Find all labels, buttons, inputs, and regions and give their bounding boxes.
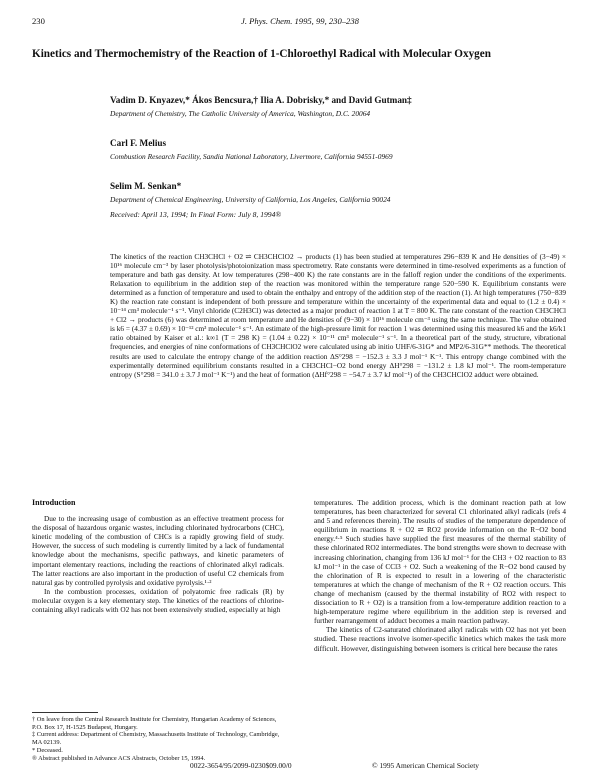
copyright: © 1995 American Chemical Society bbox=[372, 761, 480, 770]
article-title: Kinetics and Thermochemistry of the Reaction of 1-Chloroethyl Radical with Molecular Oxygen bbox=[32, 48, 491, 60]
intro-paragraph-2: In the combustion processes, oxidation of polyatomic free radicals (R) by molecular oxygen is a key elementary step. The kinetics of the reactions of chlorine-containing alkyl radicals with O2 has not been extensively studied, especially at high bbox=[32, 586, 284, 615]
affiliation-2: Combustion Research Facility, Sandia National Laboratory, Livermore, California 94551-0969 bbox=[110, 152, 393, 161]
footnote-4: ® Abstract published in Advance ACS Abstracts, October 15, 1994. bbox=[32, 754, 206, 762]
author-list-3: Selim M. Senkan* bbox=[110, 181, 182, 191]
intro-paragraph-3: temperatures. The addition process, which is the dominant reaction path at low temperatures, has been characterized for several C1 chlorinated alkyl radicals (refs 4 and 5 and references therein). The results of studies of the temperature dependence of equilibrium in reactions R + O2 ⇌ RO2 provide information on the R−O2 bond energy.⁴·⁵ Such studies have supplied the first measures of the thermal stability of these chlorinated RO2 intermediates. The bond strengths were shown to decrease with increasing chlorination, changing from 136 kJ mol⁻¹ for the CH3 + O2 reaction to 83 kJ mol⁻¹ in the case of CCl3 + O2. Such a weakening of the R−O2 bond caused by the chlorination of R is expected to result in a lowering of the characteristic temperatures at which the change of mechanism of the R + O2 reaction occurs. This change of mechanism (caused by the thermal instability of RO2 with respect to dissociation to R + O2) is a transition from a low-temperature addition reaction to a high-temperature regime where equilibrium in the addition step is reversed and further rearrangement of adduct becomes a main reaction pathway. bbox=[314, 498, 566, 626]
left-column bbox=[32, 498, 284, 614]
footnote-3: * Deceased. bbox=[32, 746, 63, 754]
intro-paragraph-1: Due to the increasing usage of combustion as an effective treatment process for the disposal of hazardous organic wastes, including chlorinated hydrocarbons (CHC), kinetic modeling of the combustion of CHCs is a rapidly growing field of study. However, the success of such modeling is currently limited by a lack of fundamental knowledge about the mechanisms, specific pathways, and kinetic parameters of important elementary reactions, including the reactions of chlorinated alkyl radicals. The latter reactions are also important in the production of useful C2 chemicals from natural gas by controlled pyrolysis and oxidative pyrolysis.¹·² bbox=[32, 514, 284, 587]
page-number: 230 bbox=[32, 16, 45, 26]
abstract: The kinetics of the reaction CH3CHCl + O2 ⇌ CH3CHClO2 → products (1) has been studied at temperatures 296−839 K and He densities of (3−49) × 10¹⁶ molecule cm⁻³ by laser photolysis/photoionization mass spectrometry. Rate constants were determined in time-resolved experiments as a function of temperature and bath gas density. At low temperatures (298−400 K) the rate constants are in the falloff region under the conditions of the experiments. Relaxation to equilibrium in the addition step of the reaction was monitored within the temperature range 520−590 K. Equilibrium constants were determined as a function of temperature and used to obtain the enthalpy and entropy of the addition step of the reaction (1). At high temperatures (750−839 K) the reaction rate constant is independent of both pressure and temperature within the uncertainty of the experimental data and equal to (1.2 ± 0.4) × 10⁻¹⁴ cm³ molecule⁻¹ s⁻¹. Vinyl chloride (C2H3Cl) was detected as a major product of reaction 1 at T = 800 K. The rate constant of the reaction CH3CHCl + Cl2 → products (6) was determined at room temperature and He densities of (9−30) × 10¹⁶ molecule cm⁻³ using the same technique. The value obtained is k6 = (4.37 ± 0.69) × 10⁻¹² cm³ molecule⁻¹ s⁻¹. An estimate of the high-pressure limit for reaction 1 was determined using this measured k6 and the k6/k1 ratio obtained by Kaiser et al.: k∞1 (T = 298 K) = (1.04 ± 0.22) × 10⁻¹¹ cm³ molecule⁻¹ s⁻¹. In a theoretical part of the study, structure, vibrational frequencies, and energies of nine conformations of CH3CHClO2 were calculated using ab initio UHF/6-31G* and MP2/6-31G** methods. The theoretical results are used to calculate the entropy change of the addition reaction ΔS°298 = −152.3 ± 3.3 J mol⁻¹ K⁻¹. This entropy change combined with the experimentally determined equilibrium constants resulted in a CH3CHCl−O2 bond energy ΔH°298 = −131.2 ± 1.8 kJ mol⁻¹. The room-temperature entropy (S°298 = 341.0 ± 3.7 J mol⁻¹ K⁻¹) and the heat of formation (ΔHf°298 = −54.7 ± 3.7 kJ mol⁻¹) of the CH3CHClO2 adduct were obtained. bbox=[110, 252, 566, 379]
footnote-2: ‡ Current address: Department of Chemistry, Massachusetts Institute of Technology, Cambridge, MA 02139. bbox=[32, 731, 280, 747]
affiliation-1: Department of Chemistry, The Catholic University of America, Washington, D.C. 20064 bbox=[110, 109, 371, 118]
footnote-rule bbox=[32, 712, 98, 713]
right-column bbox=[314, 498, 566, 653]
intro-paragraph-4: The kinetics of C2-saturated chlorinated alkyl radicals with O2 has not yet been studied. These reactions involve isomer-specific kinetics which makes the task more difficult. However, distinguishing between isomers is critical here because the rates bbox=[314, 625, 566, 653]
author-list-1: Vadim D. Knyazev,* Ákos Bencsura,† Ilia A. Dobrisky,* and David Gutman‡ bbox=[110, 95, 412, 105]
page-footer bbox=[0, 761, 600, 771]
affiliation-3: Department of Chemical Engineering, University of California, Los Angeles, California 90024 bbox=[110, 195, 391, 204]
journal-citation: J. Phys. Chem. 1995, 99, 230–238 bbox=[241, 16, 359, 26]
article-code: 0022-3654/95/2099-0230$09.00/0 bbox=[190, 761, 292, 770]
author-list-2: Carl F. Melius bbox=[110, 138, 167, 148]
introduction-heading: Introduction bbox=[32, 498, 76, 507]
footnote-1: † On leave from the Central Research Institute for Chemistry, Hungarian Academy of Sciences, P.O. Box 17, H-1525 Budapest, Hungary. bbox=[32, 716, 277, 731]
received-dates: Received: April 13, 1994; In Final Form: July 8, 1994® bbox=[110, 210, 282, 219]
running-head bbox=[32, 16, 568, 28]
footnotes bbox=[32, 716, 284, 762]
